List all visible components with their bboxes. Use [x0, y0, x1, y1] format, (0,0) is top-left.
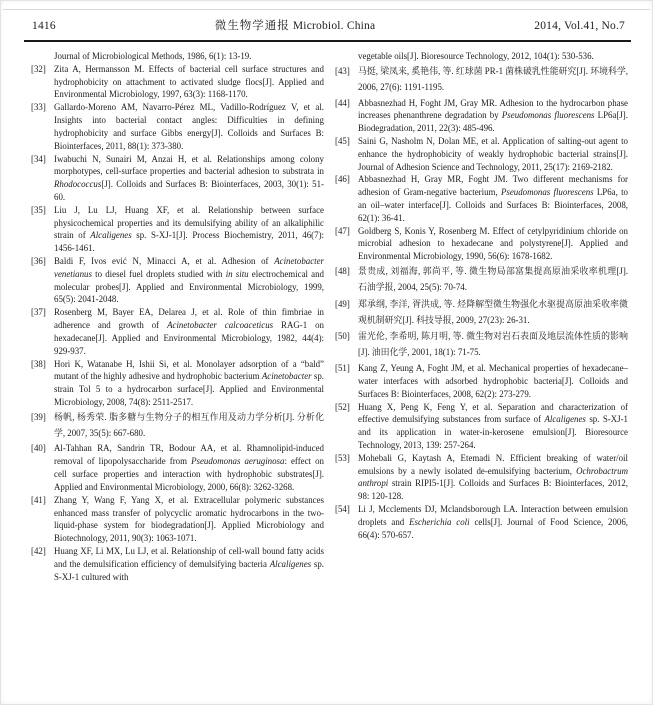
reference-item	[31, 204, 324, 255]
reference-text: Saini G, Nasholm N, Dolan ME, et al. Application of salting-out agent to enhance the hydrophobicity of weakly hydrophobic bacterial strains[J]. Journal of Adhesion Science and Technology, 2011, 25(17): 2169-2182.	[358, 135, 628, 172]
journal-title	[215, 17, 376, 33]
reference-item	[31, 255, 324, 306]
reference-text: 景贵成, 刘福海, 郭尚平, 等. 微生物局部富集提高原油采收率机理[J]. 石油学报, 2004, 25(5): 70-74.	[358, 266, 628, 292]
reference-number: [35]	[31, 204, 46, 215]
reference-number: [39]	[31, 411, 46, 422]
reference-text: Li J, Mcclements DJ, Mclandsborough LA. Interaction between emulsion droplets and Escherichia coli cells[J]. Journal of Food Science, 2006, 66(4): 570-657.	[358, 504, 628, 540]
reference-item	[31, 494, 324, 545]
reference-item	[335, 97, 628, 135]
reference-text: Rosenberg M, Bayer EA, Delarea J, et al. Role of thin fimbriae in adherence and growth of Acinetobacter calcoaceticus RAG-1 on hexadecane[J]. Applied and Environmental Microbiology, 1982, 44(4): 929-937.	[54, 307, 324, 356]
reference-number: [42]	[31, 545, 46, 556]
reference-item	[335, 135, 628, 173]
reference-number: [44]	[335, 97, 350, 108]
reference-text: Gallardo-Moreno AM, Navarro-Pérez ML, Vadillo-Rodríguez V, et al. Insights into bacterial contact angles: Difficulties in defining hydrophobicity and surface Gibbs energy[J]. Colloids and Surfaces B: Biointerfaces, 2011, 88(1): 373-380.	[54, 102, 324, 151]
reference-number: [34]	[31, 153, 46, 164]
reference-number: [38]	[31, 358, 46, 369]
reference-number: [32]	[31, 63, 46, 74]
reference-number: [41]	[31, 494, 46, 505]
reference-item	[335, 503, 628, 541]
references-column-right	[335, 50, 628, 695]
reference-item	[335, 329, 628, 361]
reference-item	[31, 545, 324, 583]
reference-number: [49]	[335, 298, 350, 309]
reference-item	[31, 101, 324, 152]
reference-item	[31, 63, 324, 101]
reference-item	[31, 153, 324, 204]
reference-number: [48]	[335, 266, 350, 277]
reference-text: 马挺, 梁凤来, 奚艳伟, 等. 红球菌 PR-1 菌株破乳性能研究[J]. 环境科学, 2006, 27(6): 1191-1195.	[358, 65, 628, 92]
reference-text: Huang X, Peng K, Feng Y, et al. Separation and characterization of effective demulsifying substances from surface of Alcaligenes sp. S-XJ-1 and its application in water-in-kerosene emulsion[J]. Bioresource Technology, 2013, 139: 257-264.	[358, 401, 628, 450]
reference-number: [46]	[335, 174, 350, 185]
reference-item	[335, 264, 628, 296]
references-column-left	[31, 50, 324, 695]
reference-text: Zita A, Hermansson M. Effects of bacterial cell surface structures and hydrophobicity on attachment to activated sludge flocs[J]. Applied and Environmental Microbiology, 1997, 63(3): 1168-1170.	[54, 63, 324, 100]
reference-text: Goldberg S, Konis Y, Rosenberg M. Effect of cetylpyridinium chloride on microbial adhesion to hexadecane and polystyrene[J]. Applied and Environmental Microbiology, 1990, 56(6): 1678-1682.	[358, 225, 628, 262]
reference-text: 杨帆, 杨秀荣. 脂多糖与生物分子的相互作用及动力学分析[J]. 分析化学, 2007, 35(5): 667-680.	[54, 411, 324, 438]
reference-text: Zhang Y, Wang F, Yang X, et al. Extracellular polymeric substances enhanced mass transfer of polycyclic aromatic hydrocarbons in the two-liquid-phase system for biodegradation[J]. Applied Microbiology and Biotechnology, 2011, 90(3): 1063-1071.	[54, 494, 324, 544]
reference-continuation	[31, 50, 324, 63]
reference-text: Al-Tahhan RA, Sandrin TR, Bodour AA, et al. Rhamnolipid-induced removal of lipopolysaccharide from Pseudomonas aeruginosa: effect on cell surface properties and interaction with hydrophobic substrates[J]. Applied and Environmental Microbiology, 2000, 66(8): 3262-3268.	[54, 443, 324, 492]
reference-number: [47]	[335, 225, 350, 236]
reference-item	[31, 358, 324, 409]
reference-text: vegetable oils[J]. Bioresource Technology, 2012, 104(1): 530-536.	[358, 51, 594, 61]
reference-number: [37]	[31, 307, 46, 318]
reference-text: 雷光伦, 李希明, 陈月明, 等. 微生物对岩石表面及地层流体性质的影响[J]. 油田化学, 2001, 18(1): 71-75.	[358, 331, 628, 358]
reference-columns	[31, 50, 628, 695]
reference-item	[335, 297, 628, 329]
reference-text: Hori K, Watanabe H, Ishii Si, et al. Monolayer adsorption of a “bald” mutant of the highly adhesive and hydrophobic bacterium Acinetobacter sp. strain Tol 5 to a hydrocarbon surface[J]. Applied and Environmental Microbiology, 2008, 74(8): 2511-2517.	[54, 358, 324, 407]
reference-number: [54]	[335, 504, 350, 515]
reference-number: [45]	[335, 135, 350, 146]
reference-number: [36]	[31, 256, 46, 266]
journal-title-english: Microbiol. China	[292, 20, 376, 32]
reference-item	[31, 442, 324, 493]
reference-text: Abbasnezhad H, Foght JM, Gray MR. Adhesion to the hydrocarbon phase increases phenanthrene degradation by Pseudomonas fluorescens LP6a[J]. Biodegradation, 2011, 22(3): 485-496.	[358, 97, 628, 134]
reference-item	[335, 452, 628, 503]
reference-item	[335, 401, 628, 452]
reference-number: [40]	[31, 443, 46, 454]
reference-number: [33]	[31, 102, 46, 113]
reference-item	[31, 306, 324, 357]
reference-number: [43]	[335, 65, 350, 76]
reference-text: 郑承纲, 李洋, 胥洪成, 等. 烃降解型微生物强化水驱提高原油采收率微观机制研究[J]. 科技导报, 2009, 27(23): 26-31.	[358, 298, 628, 325]
reference-number: [52]	[335, 401, 350, 412]
reference-text: Huang XF, Li MX, Lu LJ, et al. Relationship of cell-wall bound fatty acids and the demulsification efficiency of demulsifying bacteria Alcaligenes sp. S-XJ-1 cultured with	[54, 545, 324, 582]
reference-number: [51]	[335, 363, 350, 374]
page-number: 1416	[32, 20, 56, 32]
reference-number: [53]	[335, 452, 350, 463]
reference-text: Kang Z, Yeung A, Foght JM, et al. Mechanical properties of hexadecane–water interfaces with adsorbed hydrophobic bacteria[J]. Colloids and Surfaces B: Biointerfaces, 2008, 62(2): 273-279.	[358, 363, 628, 399]
header-rule	[24, 40, 631, 42]
reference-item	[335, 362, 628, 400]
reference-item	[335, 173, 628, 224]
reference-continuation	[335, 50, 628, 63]
reference-text: Iwabuchi N, Sunairi M, Anzai H, et al. Relationships among colony morphotypes, cell-surface properties and bacterial adhesion to substrata in Rhodococcus[J]. Colloids and Surfaces B: Biointerfaces, 2003, 30(1): 51-60.	[54, 153, 324, 202]
reference-item	[31, 410, 324, 442]
reference-text: Journal of Microbiological Methods, 1986, 6(1): 13-19.	[54, 51, 252, 61]
reference-item	[335, 64, 628, 96]
reference-item	[335, 225, 628, 263]
issue-info: 2014, Vol.41, No.7	[534, 20, 625, 32]
scan-edge-line	[3, 9, 650, 10]
journal-title-chinese: 微生物学通报	[214, 20, 290, 32]
reference-text: Baldi F, Ivos ević N, Minacci A, et al. Adhesion of Acinetobacter venetianus to diesel fuel droplets studied with in situ electrochemical and molecular probes[J]. Applied and Environmental Microbiology, 1999, 65(5): 2041-2048.	[54, 256, 324, 305]
reference-text: Abbasnezhad H, Gray MR, Foght JM. Two different mechanisms for adhesion of Gram-negative bacterium, Pseudomonas fluorescens LP6a, to an oil–water interface[J]. Colloids and Surfaces B: Biointerfaces, 2008, 62(1): 36-41.	[358, 174, 628, 223]
reference-text: Mohebali G, Kaytash A, Etemadi N. Efficient breaking of water/oil emulsions by a newly isolated de-emulsifying bacterium, Ochrobactrum anthropi strain RIPI5-1[J]. Colloids and Surfaces B: Biointerfaces, 2012, 98: 120-128.	[358, 452, 628, 502]
reference-number: [50]	[335, 331, 350, 342]
reference-text: Liu J, Lu LJ, Huang XF, et al. Relationship between surface physicochemical properties and its demulsifying ability of an alkaliphilic strain of Alcaligenes sp. S-XJ-1[J]. Process Biochemistry, 2011, 46(7): 1456-1461.	[54, 204, 324, 254]
page-header	[32, 17, 625, 33]
